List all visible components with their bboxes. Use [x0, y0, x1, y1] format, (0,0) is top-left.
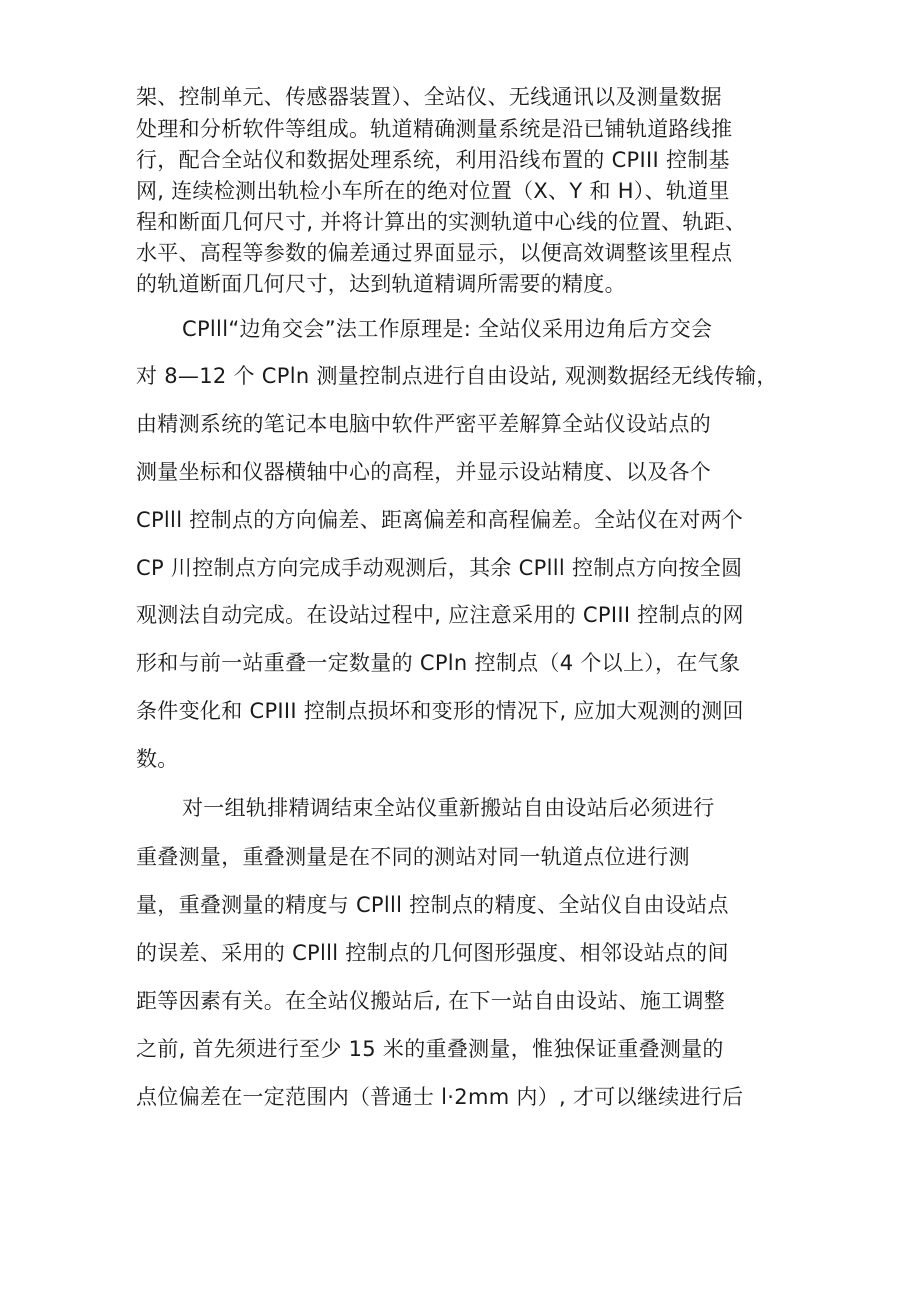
paragraph-3-line-5: 距等因素有关。在全站仪搬站后, 在下一站自由设站、施工调整 [136, 989, 726, 1013]
paragraph-3-line-6: 之前, 首先须进行至少 15 米的重叠测量，惟独保证重叠测量的 [136, 1037, 724, 1061]
paragraph-2-line-8: 形和与前一站重叠一定数量的 CPln 控制点（4 个以上），在气象 [136, 651, 741, 675]
paragraph-2-line-7: 观测法自动完成。在设站过程中, 应注意采用的 CPIII 控制点的网 [136, 603, 744, 627]
paragraph-1-line-2: 处理和分析软件等组成。轨道精确测量系统是沿已铺轨道路线推 [136, 117, 733, 141]
paragraph-3-line-1: 对一组轨排精调结束全站仪重新搬站自由设站后必须进行 [182, 796, 715, 820]
paragraph-2-line-4: 测量坐标和仪器横轴中心的高程，并显示设站精度、以及各个 [136, 460, 712, 484]
paragraph-2-line-6: CP 川控制点方向完成手动观测后，其余 CPlll 控制点方向按全圆 [136, 556, 743, 580]
paragraph-2-line-5: CPlll 控制点的方向偏差、距离偏差和高程偏差。全站仪在对两个 [136, 508, 744, 532]
paragraph-1-line-4: 网, 连续检测出轨检小车所在的绝对位置（X、Y 和 H）、轨道里 [136, 179, 730, 203]
paragraph-2-line-3: 由精测系统的笔记本电脑中软件严密平差解算全站仪设站点的 [136, 412, 712, 436]
paragraph-2-line-1: CPlll“边角交会”法工作原理是: 全站仪采用边角后方交会 [182, 317, 713, 341]
paragraph-1-line-5: 程和断面几何尺寸, 并将计算出的实测轨道中心线的位置、轨距、 [136, 210, 747, 234]
paragraph-3-line-7: 点位偏差在一定范围内（普通士 l·2mm 内）, 才可以继续进行后 [136, 1085, 744, 1109]
paragraph-3-line-3: 量，重叠测量的精度与 CPlll 控制点的精度、全站仪自由设站点 [136, 893, 729, 917]
paragraph-3-line-2: 重叠测量，重叠测量是在不同的测站对同一轨道点位进行测 [136, 845, 690, 869]
paragraph-1-line-6: 水平、高程等参数的偏差通过界面显示，以便高效调整该里程点 [136, 241, 733, 265]
paragraph-3-line-4: 的误差、采用的 CPlll 控制点的几何图形强度、相邻设站点的间 [136, 941, 729, 965]
paragraph-1-line-1: 架、控制单元、传感器装置）、全站仪、无线通讯以及测量数据 [136, 85, 722, 109]
paragraph-1-line-3: 行，配合全站仪和数据处理系统，利用沿线布置的 CPIII 控制基 [136, 148, 730, 172]
paragraph-2-line-10: 数。 [136, 747, 179, 771]
paragraph-2-line-9: 条件变化和 CPIII 控制点损坏和变形的情况下, 应加大观测的测回 [136, 699, 744, 723]
paragraph-2-line-2: 对 8—12 个 CPln 测量控制点进行自由设站, 观测数据经无线传输， [136, 364, 778, 388]
paragraph-1-line-7: 的轨道断面几何尺寸，达到轨道精调所需要的精度。 [136, 272, 626, 296]
